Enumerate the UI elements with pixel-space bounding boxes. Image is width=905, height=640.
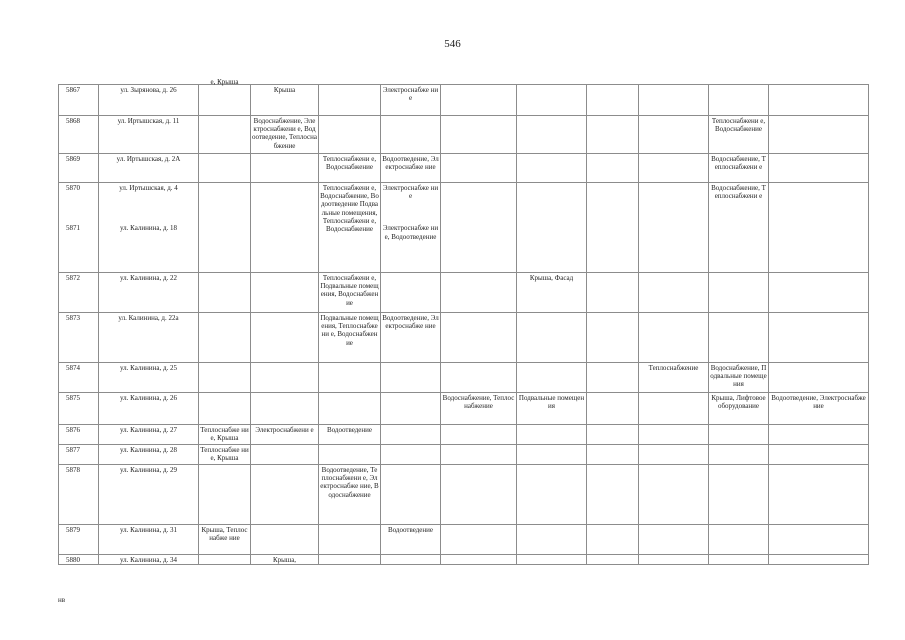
work-text: Электроснабже ние, Водоотведение (382, 224, 439, 241)
table-row (59, 525, 869, 555)
work-cell (251, 154, 319, 183)
work-cell (381, 425, 441, 445)
work-cell: Крыша, Теплоснабже ние (199, 525, 251, 555)
row-number: 5879 (59, 525, 99, 555)
work-cell (639, 465, 709, 525)
work-cell (769, 425, 869, 445)
work-cell: Крыша, Фасад (517, 273, 587, 313)
work-cell (587, 154, 639, 183)
row-number (59, 183, 99, 273)
work-cell (587, 555, 639, 565)
work-cell (381, 183, 441, 273)
work-cell (441, 555, 517, 565)
address: ул. Калинина, д. 26 (99, 393, 199, 425)
work-cell (199, 465, 251, 525)
row-number: 5868 (59, 116, 99, 154)
work-cell (381, 363, 441, 393)
work-cell (319, 445, 381, 465)
work-cell (517, 183, 587, 273)
work-cell (441, 445, 517, 465)
work-cell (517, 313, 587, 363)
work-cell (199, 154, 251, 183)
work-cell (587, 465, 639, 525)
work-cell (517, 525, 587, 555)
row-number: 5873 (59, 313, 99, 363)
address (99, 183, 199, 273)
work-cell: Водоснабжение, Подвальные помещения (709, 363, 769, 393)
table-row (59, 425, 869, 445)
work-cell (769, 116, 869, 154)
work-cell (587, 273, 639, 313)
work-cell (319, 555, 381, 565)
address: ул. Иртышская, д. 2А (99, 154, 199, 183)
work-cell (769, 445, 869, 465)
work-cell (381, 116, 441, 154)
work-cell (709, 273, 769, 313)
work-cell (709, 425, 769, 445)
work-cell (319, 525, 381, 555)
work-cell: Водоотведение, Электроснабже ние (381, 154, 441, 183)
row-number: 5872 (59, 273, 99, 313)
table-row (59, 445, 869, 465)
work-cell (769, 555, 869, 565)
address: ул. Калинина, д. 18 (119, 224, 178, 233)
table-row (59, 555, 869, 565)
work-cell (251, 465, 319, 525)
work-cell: Крыша, (251, 555, 319, 565)
address: ул. Иртышская, д. 11 (99, 116, 199, 154)
work-cell (251, 183, 319, 273)
work-cell: Теплоснабжени е, Водоснабжение, Водоотведение Подвальные помещения, Теплоснабжени е, Водоснабжение (319, 183, 381, 273)
work-cell (587, 425, 639, 445)
work-cell (769, 85, 869, 116)
table-row (59, 313, 869, 363)
work-cell (441, 425, 517, 445)
table-row (59, 154, 869, 183)
work-cell (709, 555, 769, 565)
footer-mark: нв (58, 596, 66, 604)
work-cell (381, 273, 441, 313)
work-cell (319, 85, 381, 116)
row-number: 5878 (59, 465, 99, 525)
work-cell (199, 273, 251, 313)
work-cell (709, 465, 769, 525)
work-cell: Электроснабжени е (251, 425, 319, 445)
work-cell (769, 154, 869, 183)
work-cell: Подвальные помещения (517, 393, 587, 425)
work-cell (587, 183, 639, 273)
row-number: 5867 (59, 85, 99, 116)
address: ул. Калинина, д. 25 (99, 363, 199, 393)
row-number: 5874 (59, 363, 99, 393)
work-cell (251, 313, 319, 363)
table-row (59, 116, 869, 154)
work-cell (587, 363, 639, 393)
work-cell (441, 363, 517, 393)
work-cell (517, 116, 587, 154)
work-cell: Теплоснабже ние, Крыша (199, 425, 251, 445)
work-cell (709, 85, 769, 116)
row-number: 5876 (59, 425, 99, 445)
work-cell (587, 525, 639, 555)
address: ул. Калинина, д. 29 (99, 465, 199, 525)
work-cell (639, 393, 709, 425)
work-cell (587, 313, 639, 363)
work-cell: Водоснабжение, Теплоснабжени е (709, 154, 769, 183)
work-cell (639, 555, 709, 565)
work-cell (199, 116, 251, 154)
work-cell (441, 116, 517, 154)
table-row (59, 273, 869, 313)
work-cell (381, 555, 441, 565)
work-cell (517, 555, 587, 565)
work-cell (639, 85, 709, 116)
work-cell (441, 154, 517, 183)
work-cell (381, 465, 441, 525)
row-number: 5871 (66, 224, 80, 233)
work-cell (517, 445, 587, 465)
row-number: 5869 (59, 154, 99, 183)
work-cell (769, 465, 869, 525)
work-cell (639, 116, 709, 154)
table-row (59, 465, 869, 525)
work-cell (199, 393, 251, 425)
work-cell (769, 273, 869, 313)
work-cell (639, 525, 709, 555)
work-cell (441, 313, 517, 363)
work-cell: Водоотведение (381, 525, 441, 555)
work-cell (251, 445, 319, 465)
work-cell (587, 116, 639, 154)
work-cell: е, Крыша (199, 85, 251, 116)
work-cell (639, 445, 709, 465)
work-cell (199, 555, 251, 565)
address: ул. Калинина, д. 28 (99, 445, 199, 465)
work-cell (639, 313, 709, 363)
work-cell (517, 363, 587, 393)
work-cell (199, 313, 251, 363)
work-cell: Водоотведение, Теплоснабжени е, Электроснабже ние, Водоснабжение (319, 465, 381, 525)
work-cell: Теплоснабжение (639, 363, 709, 393)
address: ул. Калинина, д. 27 (99, 425, 199, 445)
work-cell: Подвальные помещения, Теплоснабжени е, Водоснабжение (319, 313, 381, 363)
work-cell (709, 313, 769, 363)
table-row (59, 363, 869, 393)
work-cell: Водоотведение (319, 425, 381, 445)
work-cell (709, 445, 769, 465)
row-number: 5870 (66, 184, 80, 192)
work-cell (251, 273, 319, 313)
work-cell (639, 183, 709, 273)
work-cell: Водоснабжение, Теплоснабжение (441, 393, 517, 425)
table-row (59, 183, 869, 273)
address: ул. Калинина, д. 22 (99, 273, 199, 313)
address: ул. Калинина, д. 34 (99, 555, 199, 565)
address: ул. Иртышская, д. 4 (119, 184, 178, 192)
work-cell (639, 273, 709, 313)
table-row (59, 85, 869, 116)
work-cell (587, 85, 639, 116)
work-cell (199, 183, 251, 273)
row-number: 5877 (59, 445, 99, 465)
work-cell (769, 313, 869, 363)
work-cell (769, 525, 869, 555)
work-cell (251, 363, 319, 393)
work-cell (381, 445, 441, 465)
work-cell: Крыша (251, 85, 319, 116)
work-cell (517, 154, 587, 183)
work-cell (517, 85, 587, 116)
work-cell: Водоснабжение, Электроснабжени е, Водоотведение, Теплоснабжение (251, 116, 319, 154)
work-cell (251, 525, 319, 555)
work-cell (517, 465, 587, 525)
work-cell: Крыша, Лифтовое оборудование (709, 393, 769, 425)
work-cell: Водоотведение, Электроснабжение (769, 393, 869, 425)
work-cell: Водоотведение, Электроснабже ние (381, 313, 441, 363)
row-number: 5875 (59, 393, 99, 425)
work-cell (587, 445, 639, 465)
work-cell (441, 465, 517, 525)
work-cell (319, 393, 381, 425)
work-cell: Теплоснабжени е, Водоснабжение (709, 116, 769, 154)
work-cell (319, 116, 381, 154)
work-cell (709, 525, 769, 555)
work-cell (517, 425, 587, 445)
repair-schedule-table (58, 78, 869, 565)
work-cell (769, 363, 869, 393)
work-cell (199, 363, 251, 393)
work-cell (587, 393, 639, 425)
work-cell (319, 363, 381, 393)
address: ул. Калинина, д. 22а (99, 313, 199, 363)
address: ул. Калинина, д. 31 (99, 525, 199, 555)
work-cell: Водоснабжение, Теплоснабжени е (709, 183, 769, 273)
work-cell (441, 85, 517, 116)
address: ул. Зырянова, д. 26 (99, 85, 199, 116)
row-number: 5880 (59, 555, 99, 565)
work-cell (381, 393, 441, 425)
work-cell: Электроснабже ние (381, 85, 441, 116)
work-cell (769, 183, 869, 273)
work-cell: Теплоснабже ние, Крыша (199, 445, 251, 465)
work-cell (639, 154, 709, 183)
work-cell (251, 393, 319, 425)
work-cell (639, 425, 709, 445)
work-cell (441, 183, 517, 273)
work-cell (441, 273, 517, 313)
work-text: Электроснабже ние (382, 184, 439, 201)
table-row (59, 393, 869, 425)
work-cell: Теплоснабжени е, Подвальные помещения, Водоснабжение (319, 273, 381, 313)
page-number: 546 (444, 38, 461, 50)
work-cell: Теплоснабжени е, Водоснабжение (319, 154, 381, 183)
work-cell (441, 525, 517, 555)
